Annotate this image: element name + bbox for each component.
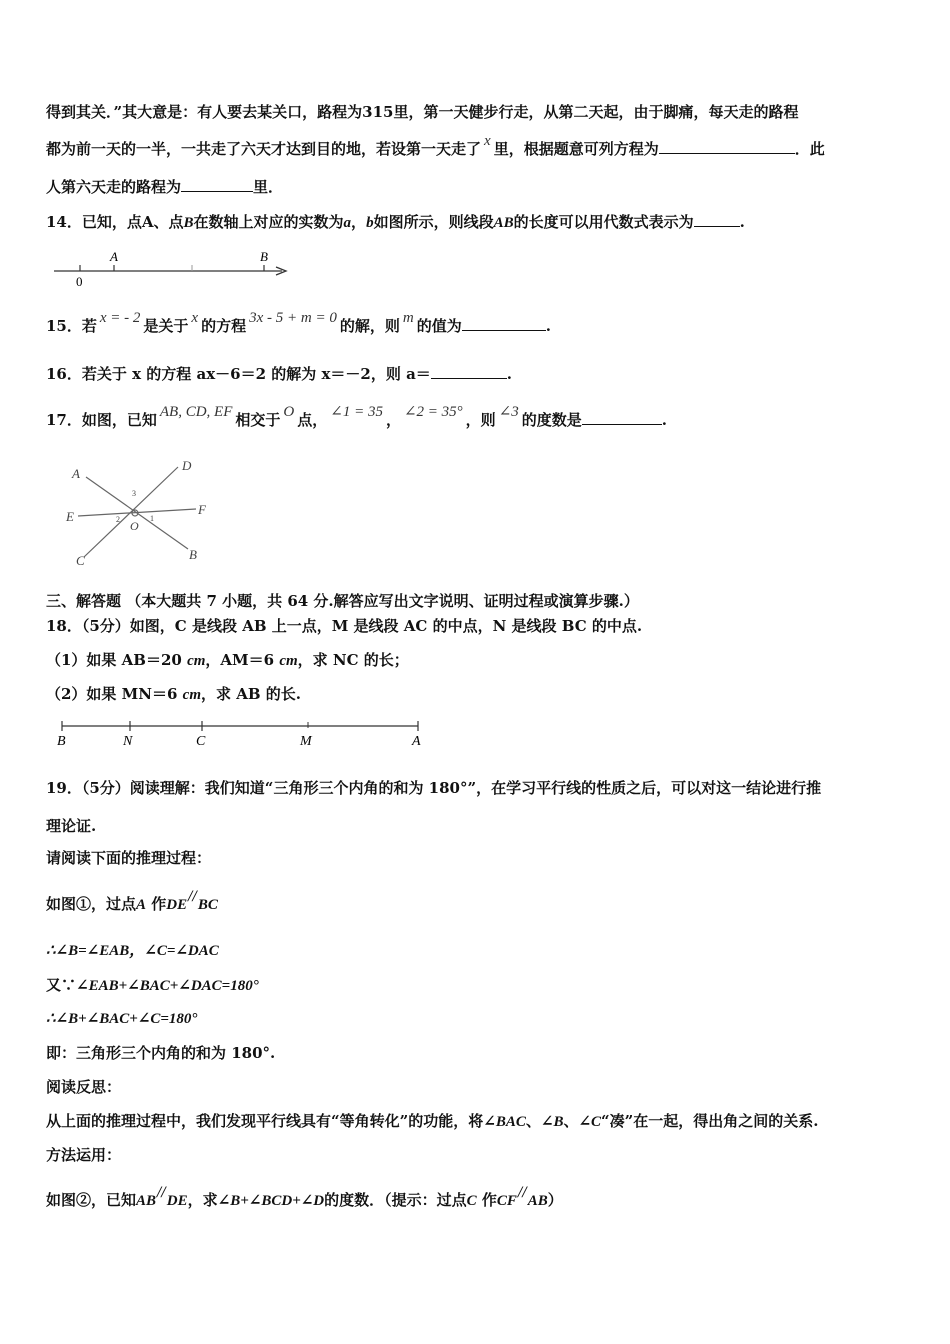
q19-step3: ∴∠B+∠BAC+∠C=180° [46, 1011, 198, 1027]
answer-blank[interactable] [431, 364, 507, 379]
angle-2-mark: 2 [116, 515, 120, 524]
point-a-label: A [110, 249, 118, 264]
lines-label: AB, CD, EF [159, 404, 233, 420]
label-E: E [66, 509, 74, 524]
label-M: M [300, 734, 312, 749]
segment-figure [52, 716, 432, 750]
label-B: B [189, 547, 197, 562]
label-N: N [123, 734, 133, 749]
q13-line3: 人第六天走的路程为 里． [46, 178, 284, 196]
angle-3-mark: 3 [132, 489, 136, 498]
q19-step1: ∴∠B=∠EAB，∠C=∠DAC [46, 943, 219, 959]
angle-1: ∠1 = 35 [330, 404, 383, 420]
q18-part1: （1）如果 AB＝20 cm，AM＝6 cm，求 NC 的长； [46, 651, 409, 669]
q19-step2: 又∵∠EAB+∠BAC+∠DAC=180° [46, 976, 259, 994]
q19-line1: 19．（5分）阅读理解：我们知道“三角形三个内角的和为 180°”，在学习平行线的性质之后，可以对这一结论进行推 [46, 779, 822, 797]
label-F: F [198, 502, 206, 517]
angle-2: ∠2 = 35° [403, 404, 463, 420]
q19-conclusion: 即：三角形三个内角的和为 180°. [46, 1044, 276, 1062]
number-line-figure [50, 248, 300, 292]
q17-stem: 17．如图，已知 AB, CD, EF 相交于 O 点， ∠1 = 35 ， ∠2 = 35° ，则 ∠3 的度数是 . [46, 404, 668, 429]
point-b-label: B [260, 249, 268, 264]
q19-line3: 请阅读下面的推理过程： [46, 849, 212, 867]
answer-blank[interactable] [694, 212, 740, 227]
label-O: O [130, 519, 139, 533]
angle-3: ∠3 [498, 404, 519, 420]
answer-blank[interactable] [462, 316, 546, 331]
label-B: B [57, 734, 66, 749]
q15-stem: 15．若 x = - 2 是关于 x 的方程 3x - 5 + m = 0 的解，则 m 的值为 . [46, 310, 551, 335]
q19-method-heading: 方法运用： [46, 1146, 122, 1164]
point-o: O [283, 404, 295, 420]
equation-x: x = - 2 [99, 310, 141, 326]
label-C: C [196, 734, 206, 749]
var-m: m [402, 310, 414, 326]
answer-blank[interactable] [181, 177, 253, 192]
q19-reflection: 从上面的推理过程中，我们发现平行线具有“等角转化”的功能，将∠BAC、∠B、∠C“凑”在一起，得出角之间的关系. [46, 1112, 819, 1130]
q18-stem: 18．（5分）如图，C 是线段 AB 上一点，M 是线段 AC 的中点，N 是线段 BC 的中点. [46, 617, 643, 635]
answer-blank[interactable] [582, 410, 662, 425]
angle-1-mark: 1 [150, 514, 154, 523]
q13-line1: 得到其关．”其大意是：有人要去某关口，路程为315里，第一天健步行走，从第二天起，由于脚痛，每天走的路程 [46, 103, 799, 121]
q19-task: 如图②，已知AB//DE，求∠B+∠BCD+∠D的度数．（提示：过点C 作CF//AB） [46, 1185, 563, 1209]
q19-line2: 理论证. [46, 817, 97, 835]
q18-part2: （2）如果 MN＝6 cm，求 AB 的长. [46, 685, 301, 703]
q19-figure1-line: 如图①，过点A 作DE//BC [46, 889, 218, 913]
label-A: A [72, 466, 80, 481]
label-A: A [412, 734, 421, 749]
q16-stem: 16．若关于 x 的方程 ax－6＝2 的解为 x＝－2，则 a＝ . [46, 365, 513, 383]
equation: 3x - 5 + m = 0 [249, 310, 337, 326]
section-heading: 三、解答题 （本大题共 7 小题，共 64 分.解答应写出文字说明、证明过程或演算步骤.） [46, 592, 639, 610]
intersecting-lines-figure [58, 455, 218, 570]
origin-label: 0 [76, 274, 83, 289]
label-C: C [76, 553, 85, 568]
var-x: x [484, 133, 491, 149]
q14-stem: 14．已知，点A、点B在数轴上对应的实数为a，b如图所示，则线段AB的长度可以用代数式表示为 . [46, 213, 745, 231]
q19-reflection-heading: 阅读反思： [46, 1078, 122, 1096]
var-x: x [191, 310, 199, 326]
answer-blank[interactable] [659, 139, 795, 154]
q13-line2: 都为前一天的一半，一共走了六天才达到目的地，若设第一天走了 x 里，根据题意可列方程为 ．此 [46, 133, 825, 158]
label-D: D [182, 458, 192, 473]
